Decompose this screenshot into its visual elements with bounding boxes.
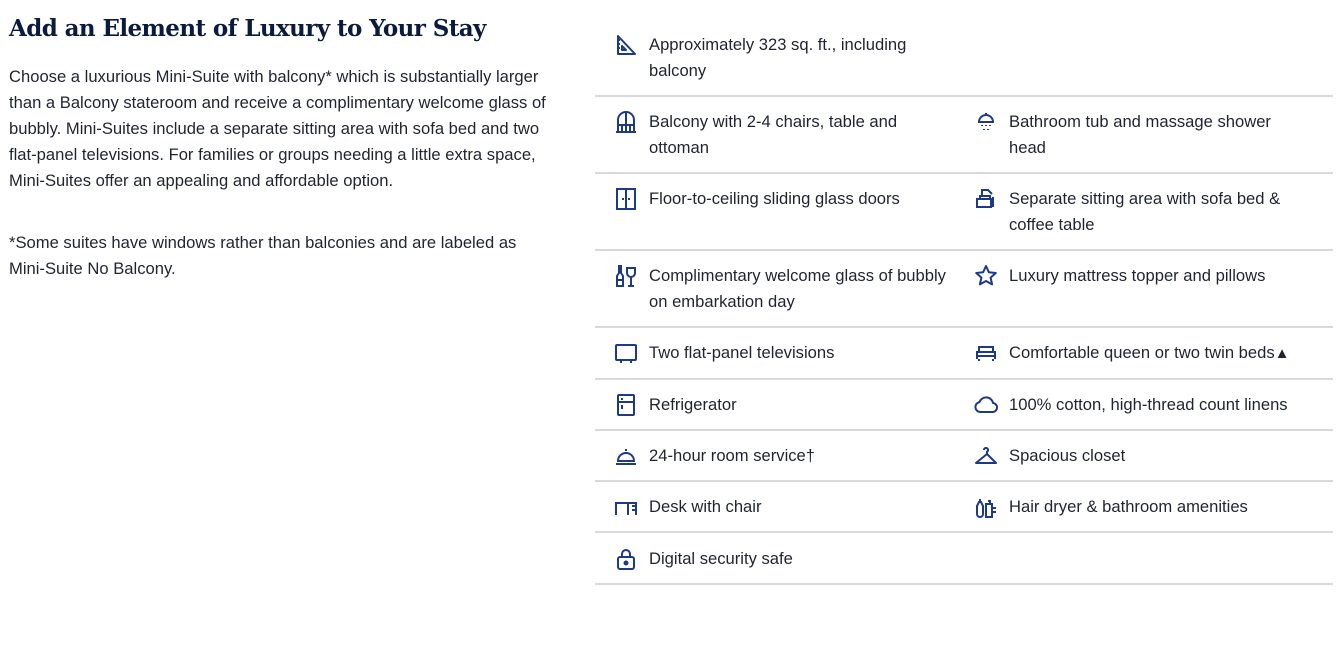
feature-row	[595, 431, 1333, 482]
feature-item	[595, 109, 955, 161]
hair-dryer-icon	[974, 495, 998, 519]
page-title: Add an Element of Luxury to Your Stay	[9, 15, 486, 42]
feature-label: Desk with chair	[649, 497, 762, 516]
feature-item	[595, 186, 955, 238]
feature-item	[595, 494, 955, 520]
feature-label: Floor-to-ceiling sliding glass doors	[649, 189, 900, 208]
features-list	[595, 19, 1333, 585]
feature-item	[955, 392, 1315, 418]
bottle-glass-icon	[614, 264, 638, 288]
feature-item	[595, 392, 955, 418]
feature-row	[595, 482, 1333, 533]
feature-label: Bathroom tub and massage shower head	[1009, 112, 1271, 157]
lock-icon	[614, 547, 638, 571]
hanger-icon	[974, 444, 998, 468]
feature-label: Separate sitting area with sofa bed & coffee table	[1009, 189, 1281, 234]
feature-row	[595, 97, 1333, 174]
feature-label: Spacious closet	[1009, 446, 1126, 465]
ruler-triangle-icon	[614, 33, 638, 57]
star-icon	[974, 264, 998, 288]
feature-item	[955, 263, 1315, 315]
feature-label: Digital security safe	[649, 549, 793, 568]
feature-row	[595, 19, 1333, 97]
feature-item	[955, 494, 1315, 520]
feature-item	[955, 340, 1315, 367]
feature-row	[595, 533, 1333, 585]
feature-label: 100% cotton, high-thread count linens	[1009, 395, 1288, 414]
feature-row	[595, 174, 1333, 251]
feature-label: Complimentary welcome glass of bubbly on embarkation day	[649, 266, 946, 311]
feature-item	[595, 32, 955, 84]
feature-label: 24-hour room service†	[649, 446, 816, 465]
feature-label: Comfortable queen or two twin beds▲	[1009, 343, 1290, 362]
feature-label: Refrigerator	[649, 395, 737, 414]
feature-label: Approximately 323 sq. ft., including balcony	[649, 35, 907, 80]
feature-label: Hair dryer & bathroom amenities	[1009, 497, 1248, 516]
cloche-icon	[614, 444, 638, 468]
sofa-icon	[974, 187, 998, 211]
feature-row	[595, 328, 1333, 380]
cloud-icon	[974, 393, 998, 417]
feature-item	[955, 109, 1315, 161]
feature-item	[595, 340, 955, 367]
feature-row	[595, 251, 1333, 328]
intro-column	[9, 0, 554, 282]
description-text: Choose a luxurious Mini-Suite with balcony* which is substantially larger than a Balcony stateroom and receive a complimentary welcome glass of bubbly. Mini-Suites include a separate sitting area with sofa bed and two flat-panel televisions. For families or groups needing a little extra space, Mini-Suites offer an appealing and affordable option.	[9, 67, 546, 190]
shower-icon	[974, 110, 998, 134]
feature-label: Luxury mattress topper and pillows	[1009, 266, 1266, 285]
feature-item	[595, 263, 955, 315]
feature-label: Two flat-panel televisions	[649, 343, 835, 362]
beds-footnote-mark: ▲	[1274, 345, 1290, 362]
footnote-text: *Some suites have windows rather than balconies and are labeled as Mini-Suite No Balcony.	[9, 233, 517, 278]
television-icon	[614, 341, 638, 365]
sliding-door-icon	[614, 187, 638, 211]
feature-label: Balcony with 2-4 chairs, table and ottoman	[649, 112, 898, 157]
feature-item	[595, 546, 955, 572]
balcony-icon	[614, 110, 638, 134]
desk-icon	[614, 495, 638, 519]
feature-item	[955, 186, 1315, 238]
refrigerator-icon	[614, 393, 638, 417]
bed-icon	[974, 341, 998, 365]
feature-row	[595, 380, 1333, 431]
feature-item	[595, 443, 955, 469]
feature-item	[955, 443, 1315, 469]
